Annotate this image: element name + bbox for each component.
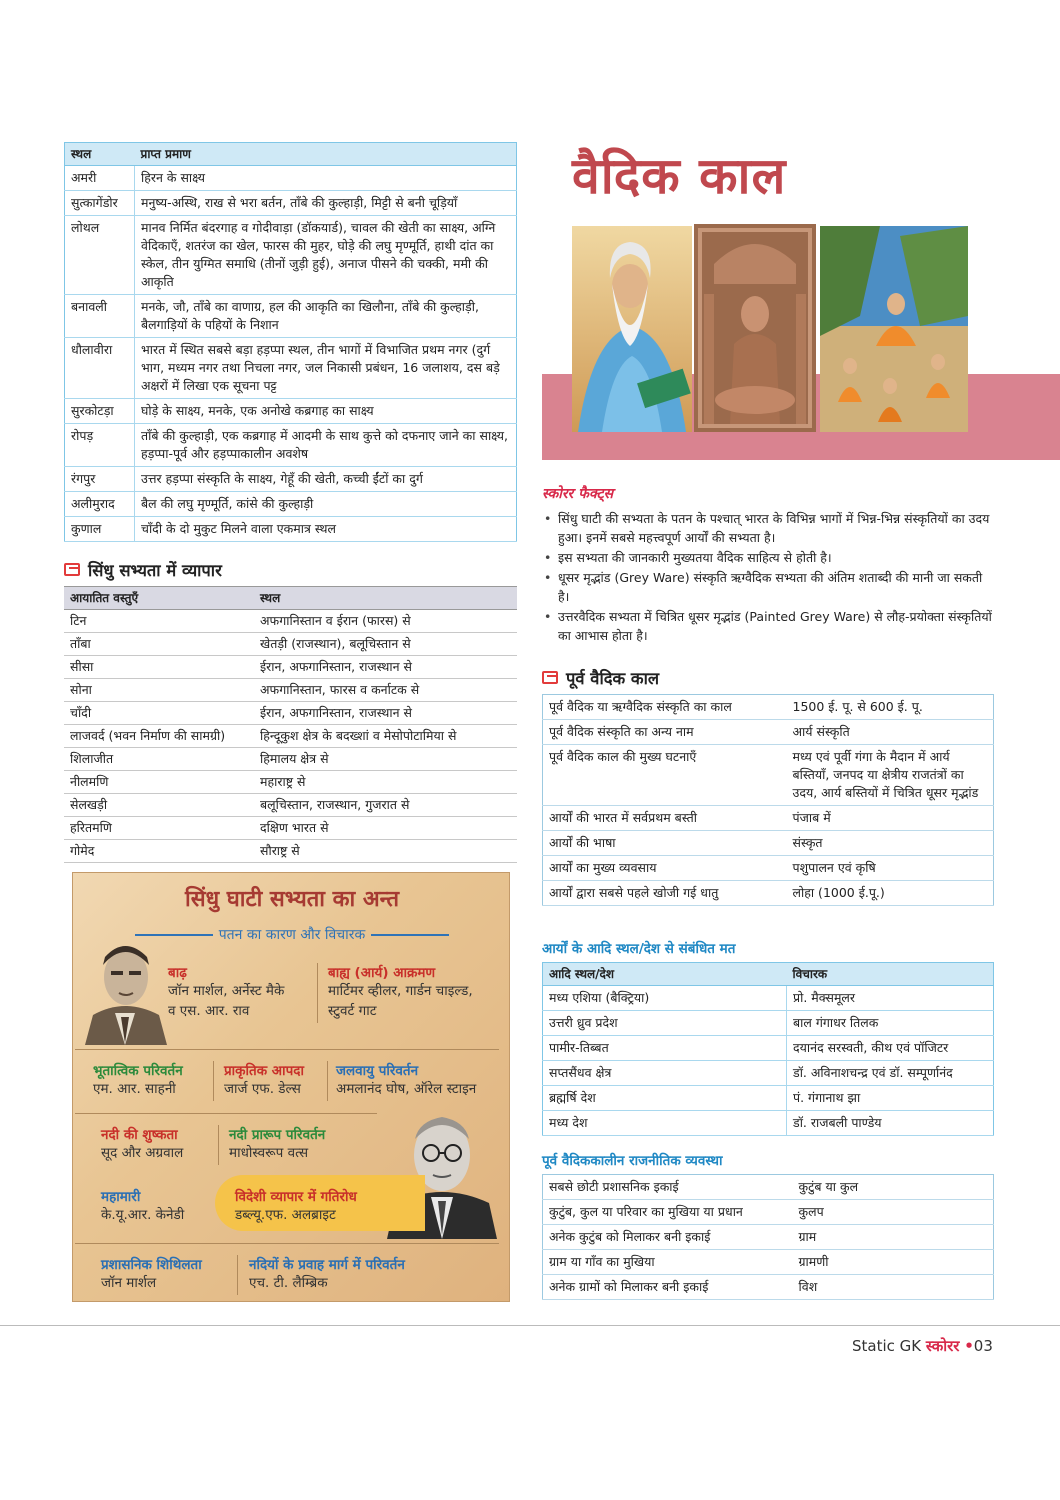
origin-row-key: पामीर-तिब्बत bbox=[543, 1036, 787, 1061]
trade-row-key: हरितमणि bbox=[64, 817, 254, 840]
early-vedic-row-value: 1500 ई. पू. से 600 ई. पू. bbox=[787, 695, 994, 720]
early-vedic-row-value: संस्कृत bbox=[787, 831, 994, 856]
origin-header-place: आदि स्थल/देश bbox=[543, 963, 787, 986]
cause-thinker: एच. टी. लैम्ब्रिक bbox=[249, 1275, 328, 1291]
trade-row-value: हिमालय क्षेत्र से bbox=[254, 748, 517, 771]
polity-row-value: कुलप bbox=[793, 1200, 994, 1225]
divider bbox=[327, 1061, 328, 1101]
cause-thinker: जार्ज एफ. डेल्स bbox=[224, 1081, 301, 1097]
site-row-key: रंगपुर bbox=[65, 467, 135, 492]
site-row-key: बनावली bbox=[65, 295, 135, 338]
infographic-subtitle-row bbox=[135, 925, 449, 944]
trade-row-value: बलूचिस्तान, राजस्थान, गुजरात से bbox=[254, 794, 517, 817]
trade-heading bbox=[64, 558, 222, 581]
origin-row-key: मध्य देश bbox=[543, 1111, 787, 1136]
cause-geological bbox=[93, 1061, 183, 1099]
origin-row bbox=[543, 1061, 994, 1086]
early-vedic-heading-text: पूर्व वैदिक काल bbox=[566, 669, 660, 688]
footer-prefix: Static GK bbox=[852, 1337, 926, 1355]
cause-label: नदियों के प्रवाह मार्ग में परिवर्तन bbox=[249, 1257, 405, 1273]
deity-carving bbox=[694, 224, 816, 432]
cause-label: प्राकृतिक आपदा bbox=[224, 1063, 304, 1079]
origin-row-value: पं. गंगानाथ झा bbox=[787, 1086, 994, 1111]
site-row-value: मनके, जौ, ताँबे का वाणाग्र, हल की आकृति का खिलौना, ताँबे की कुल्हाड़ी, बैलगाड़ियों के पहियों के निशान bbox=[135, 295, 517, 338]
trade-row-key: शिलाजीत bbox=[64, 748, 254, 771]
divider bbox=[317, 963, 318, 1023]
polity-heading: पूर्व वैदिककालीन राजनीतिक व्यवस्था bbox=[542, 1153, 723, 1169]
early-vedic-row-value: पशुपालन एवं कृषि bbox=[787, 856, 994, 881]
cause-thinker: मार्टिमर व्हीलर, गार्डन चाइल्ड, bbox=[328, 983, 473, 999]
origin-table-wrap bbox=[542, 962, 994, 1136]
early-vedic-row-value: लोहा (1000 ई.पू.) bbox=[787, 881, 994, 906]
trade-row bbox=[64, 771, 517, 794]
trade-row-key: चाँदी bbox=[64, 702, 254, 725]
origin-heading: आर्यों के आदि स्थल/देश से संबंधित मत bbox=[542, 941, 736, 957]
footer-bullet: • bbox=[964, 1337, 974, 1355]
cause-label: विदेशी व्यापार में गतिरोध bbox=[235, 1189, 357, 1205]
trade-row bbox=[64, 840, 517, 863]
cause-river-drying bbox=[101, 1125, 183, 1163]
site-row-value: हिरन के साक्ष्य bbox=[135, 166, 517, 191]
origin-row-value: दयानंद सरस्वती, कीथ एवं पॉजिटर bbox=[787, 1036, 994, 1061]
trade-row-key: सीसा bbox=[64, 656, 254, 679]
cause-thinker: अमलानंद घोष, ऑरेल स्टाइन bbox=[336, 1081, 477, 1097]
site-row bbox=[65, 216, 517, 295]
trade-row-key: सेलखड़ी bbox=[64, 794, 254, 817]
trade-table-wrap bbox=[64, 586, 517, 863]
trade-row-value: सौराष्ट्र से bbox=[254, 840, 517, 863]
trade-row-key: गोमेद bbox=[64, 840, 254, 863]
early-vedic-row-key: पूर्व वैदिक या ऋग्वैदिक संस्कृति का काल bbox=[543, 695, 787, 720]
divider bbox=[75, 1113, 377, 1114]
site-row bbox=[65, 399, 517, 424]
early-vedic-row-key: आर्यों का मुख्य व्यवसाय bbox=[543, 856, 787, 881]
cause-trade-stagnation bbox=[235, 1187, 357, 1225]
trade-row bbox=[64, 817, 517, 840]
early-vedic-row bbox=[543, 856, 994, 881]
sites-table-wrap bbox=[64, 142, 517, 542]
subtitle-rule-right bbox=[371, 934, 449, 936]
cause-climate bbox=[336, 1061, 476, 1099]
early-vedic-row bbox=[543, 720, 994, 745]
trade-row-key: सोना bbox=[64, 679, 254, 702]
trade-row-value: ईरान, अफगानिस्तान, राजस्थान से bbox=[254, 702, 517, 725]
early-vedic-row bbox=[543, 695, 994, 720]
cause-thinker: जॉन मार्शल, अर्नेस्ट मैके bbox=[168, 983, 285, 999]
site-row bbox=[65, 338, 517, 399]
site-row-key: अलीमुराद bbox=[65, 492, 135, 517]
origin-table bbox=[542, 962, 994, 1136]
sites-header-site: स्थल bbox=[65, 143, 135, 166]
cause-river-pattern bbox=[229, 1125, 325, 1163]
origin-row-value: डॉ. राजबली पाण्डेय bbox=[787, 1111, 994, 1136]
site-row-key: सुत्कागेंडोर bbox=[65, 191, 135, 216]
trade-row-key: ताँबा bbox=[64, 633, 254, 656]
early-vedic-row bbox=[543, 831, 994, 856]
trade-row-value: दक्षिण भारत से bbox=[254, 817, 517, 840]
origin-row-value: बाल गंगाधर तिलक bbox=[787, 1011, 994, 1036]
origin-row-key: मध्य एशिया (बैक्ट्रिया) bbox=[543, 986, 787, 1011]
cause-natural-disaster bbox=[224, 1061, 304, 1099]
site-row bbox=[65, 467, 517, 492]
trade-row bbox=[64, 679, 517, 702]
early-vedic-row bbox=[543, 881, 994, 906]
cause-thinker: माधोस्वरूप वत्स bbox=[229, 1145, 309, 1161]
trade-row-value: अफगानिस्तान, फारस व कर्नाटक से bbox=[254, 679, 517, 702]
trade-row bbox=[64, 794, 517, 817]
trade-row-value: अफगानिस्तान व ईरान (फारस) से bbox=[254, 610, 517, 633]
site-row-value: भारत में स्थित सबसे बड़ा हड़प्पा स्थल, तीन भागों में विभाजित प्रथम नगर (दुर्ग भाग, मध्यम नगर तथा निचला नगर, जल निकासी प्रबंधन, 16 जलाशय, दस बड़े अक्षरों में लिखा एक सूचना पट्ट bbox=[135, 338, 517, 399]
site-row bbox=[65, 517, 517, 542]
origin-row-key: ब्रह्मर्षि देश bbox=[543, 1086, 787, 1111]
origin-header-thinker: विचारक bbox=[787, 963, 994, 986]
polity-row bbox=[543, 1225, 994, 1250]
site-row bbox=[65, 295, 517, 338]
origin-row bbox=[543, 1036, 994, 1061]
cause-thinker: व एस. आर. राव bbox=[168, 1003, 250, 1019]
cause-label: नदी प्रारूप परिवर्तन bbox=[229, 1127, 326, 1143]
early-vedic-row-key: पूर्व वैदिक संस्कृति का अन्य नाम bbox=[543, 720, 787, 745]
footer-brand: स्कोरर bbox=[925, 1337, 960, 1355]
fact-item: • धूसर मृद्भांड (Grey Ware) संस्कृति ऋग्वैदिक सभ्यता की अंतिम शताब्दी की मानी जा सकती है। bbox=[542, 568, 992, 606]
trade-row bbox=[64, 656, 517, 679]
cause-invasion bbox=[328, 963, 473, 1021]
polity-row-value: कुटुंब या कुल bbox=[793, 1175, 994, 1200]
page-number: 03 bbox=[973, 1337, 993, 1355]
site-row-value: मनुष्य-अस्थि, राख से भरा बर्तन, ताँबे की कुल्हाड़ी, मिट्टी से बनी चूड़ियाँ bbox=[135, 191, 517, 216]
trade-row-value: ईरान, अफगानिस्तान, राजस्थान से bbox=[254, 656, 517, 679]
polity-row-key: कुटुंब, कुल या परिवार का मुखिया या प्रधान bbox=[543, 1200, 793, 1225]
divider bbox=[75, 1243, 499, 1244]
section-icon bbox=[542, 671, 558, 684]
trade-row bbox=[64, 610, 517, 633]
trade-table bbox=[64, 586, 517, 863]
cause-label: जलवायु परिवर्तन bbox=[336, 1063, 419, 1079]
early-vedic-table-wrap bbox=[542, 694, 994, 906]
fact-item: • इस सभ्यता की जानकारी मुख्यतया वैदिक साहित्य से होती है। bbox=[542, 548, 992, 567]
trade-row-key: टिन bbox=[64, 610, 254, 633]
origin-row bbox=[543, 1111, 994, 1136]
section-icon bbox=[64, 563, 80, 576]
facts-list bbox=[542, 509, 992, 645]
sites-header-evidence: प्राप्त प्रमाण bbox=[135, 143, 517, 166]
origin-row-key: सप्तसैंधव क्षेत्र bbox=[543, 1061, 787, 1086]
polity-row-key: सबसे छोटी प्रशासनिक इकाई bbox=[543, 1175, 793, 1200]
cause-admin-laxity bbox=[101, 1255, 202, 1293]
polity-row-value: विश bbox=[793, 1275, 994, 1300]
sage-illustration bbox=[572, 226, 692, 432]
polity-row bbox=[543, 1200, 994, 1225]
divider bbox=[218, 1125, 219, 1165]
polity-row bbox=[543, 1175, 994, 1200]
cause-thinker: स्टुवर्ट गाट bbox=[328, 1003, 377, 1019]
site-row-key: लोथल bbox=[65, 216, 135, 295]
trade-header-place: स्थल bbox=[254, 587, 517, 610]
portrait-marshall bbox=[75, 935, 177, 1045]
fact-item: • उत्तरवैदिक सभ्यता में चित्रित धूसर मृद्भांड (Painted Grey Ware) से लौह-प्रयोक्ता संस्कृतियों का आभास होता है। bbox=[542, 607, 992, 645]
site-row-key: रोपड़ bbox=[65, 424, 135, 467]
cause-label: भूतात्विक परिवर्तन bbox=[93, 1063, 183, 1079]
cause-thinker: डब्ल्यू.एफ. अलब्राइट bbox=[235, 1207, 336, 1223]
trade-row-value: हिन्दूकुश क्षेत्र के बदख्शां व मेसोपोटामिया से bbox=[254, 725, 517, 748]
early-vedic-row-key: आर्यों की भारत में सर्वप्रथम बस्ती bbox=[543, 806, 787, 831]
trade-row bbox=[64, 702, 517, 725]
site-row-key: अमरी bbox=[65, 166, 135, 191]
polity-table-wrap bbox=[542, 1174, 994, 1300]
trade-row bbox=[64, 633, 517, 656]
site-row bbox=[65, 166, 517, 191]
divider bbox=[213, 1061, 214, 1101]
site-row-value: मानव निर्मित बंदरगाह व गोदीवाड़ा (डॉकयार्ड), चावल की खेती का साक्ष्य, अग्नि वेदिकाएँ, शतरंज का खेल, फारस की मुहर, घोड़े की लघु मृण्मूर्ति, हाथी दांत का स्केल, तीन युग्मित समाधि (तीनों जुड़ी हुई), अनाज पीसने की चक्की, ममी की आकृति bbox=[135, 216, 517, 295]
early-vedic-row-key: पूर्व वैदिक काल की मुख्य घटनाएँ bbox=[543, 745, 787, 806]
page-title: वैदिक काल bbox=[572, 146, 787, 205]
site-row-key: सुरकोटड़ा bbox=[65, 399, 135, 424]
trade-row bbox=[64, 748, 517, 771]
site-row-key: कुणाल bbox=[65, 517, 135, 542]
footer bbox=[852, 1336, 993, 1356]
early-vedic-table bbox=[542, 694, 994, 906]
cause-label: बाढ़ bbox=[168, 965, 187, 981]
origin-row bbox=[543, 986, 994, 1011]
guru-disciples-illustration bbox=[820, 226, 968, 432]
cause-label: प्रशासनिक शिथिलता bbox=[101, 1257, 202, 1273]
cause-label: बाह्य (आर्य) आक्रमण bbox=[328, 965, 436, 981]
early-vedic-heading bbox=[542, 666, 659, 689]
site-row-value: उत्तर हड़प्पा संस्कृति के साक्ष्य, गेहूँ की खेती, कच्ची ईंटों का दुर्ग bbox=[135, 467, 517, 492]
early-vedic-row-key: आर्यों द्वारा सबसे पहले खोजी गई धातु bbox=[543, 881, 787, 906]
early-vedic-row-key: आर्यों की भाषा bbox=[543, 831, 787, 856]
cause-thinker: जॉन मार्शल bbox=[101, 1275, 157, 1291]
site-row-key: धौलावीरा bbox=[65, 338, 135, 399]
infographic-subtitle: पतन का कारण और विचारक bbox=[218, 927, 366, 943]
cause-flood bbox=[168, 963, 284, 1021]
polity-row-value: ग्रामणी bbox=[793, 1250, 994, 1275]
polity-table bbox=[542, 1174, 994, 1300]
cause-label: महामारी bbox=[101, 1189, 141, 1205]
trade-heading-text: सिंधु सभ्यता में व्यापार bbox=[88, 561, 222, 580]
trade-row-key: नीलमणि bbox=[64, 771, 254, 794]
early-vedic-row bbox=[543, 806, 994, 831]
sites-table bbox=[64, 142, 517, 542]
polity-row-value: ग्राम bbox=[793, 1225, 994, 1250]
site-row bbox=[65, 191, 517, 216]
site-row-value: चाँदी के दो मुकुट मिलने वाला एकमात्र स्थल bbox=[135, 517, 517, 542]
trade-row-key: लाजवर्द (भवन निर्माण की सामग्री) bbox=[64, 725, 254, 748]
infographic-title: सिंधु घाटी सभ्यता का अन्त bbox=[185, 886, 399, 912]
site-row-value: बैल की लघु मृण्मूर्ति, कांसे की कुल्हाड़ी bbox=[135, 492, 517, 517]
trade-row-value: महाराष्ट्र से bbox=[254, 771, 517, 794]
polity-row bbox=[543, 1250, 994, 1275]
origin-row-value: डॉ. अविनाशचन्द्र एवं डॉ. सम्पूर्णानंद bbox=[787, 1061, 994, 1086]
site-row bbox=[65, 492, 517, 517]
polity-row-key: ग्राम या गाँव का मुखिया bbox=[543, 1250, 793, 1275]
decline-infographic bbox=[72, 872, 510, 1302]
origin-row bbox=[543, 1011, 994, 1036]
origin-row-value: प्रो. मैक्समूलर bbox=[787, 986, 994, 1011]
cause-river-course bbox=[249, 1255, 405, 1293]
scorer-facts bbox=[542, 484, 992, 646]
divider bbox=[75, 1049, 499, 1050]
origin-row bbox=[543, 1086, 994, 1111]
polity-row-key: अनेक ग्रामों को मिलाकर बनी इकाई bbox=[543, 1275, 793, 1300]
early-vedic-row-value: मध्य एवं पूर्वी गंगा के मैदान में आर्य बस्तियाँ, जनपद या क्षेत्रीय राजतंत्रों का उदय, आर्य बस्तियों में चित्रित धूसर मृद्भांड bbox=[787, 745, 994, 806]
facts-title: स्कोरर फैक्ट्स bbox=[542, 486, 614, 502]
site-row bbox=[65, 424, 517, 467]
cause-label: नदी की शुष्कता bbox=[101, 1127, 178, 1143]
fact-item: • सिंधु घाटी की सभ्यता के पतन के पश्चात् भारत के विभिन्न भागों में भिन्न-भिन्न संस्कृतियों का उदय हुआ। इनमें सबसे महत्त्वपूर्ण आर्यों की सभ्यता है। bbox=[542, 509, 992, 547]
early-vedic-row bbox=[543, 745, 994, 806]
trade-row bbox=[64, 725, 517, 748]
polity-row bbox=[543, 1275, 994, 1300]
trade-row-value: खेतड़ी (राजस्थान), बलूचिस्तान से bbox=[254, 633, 517, 656]
footer-rule bbox=[0, 1325, 1060, 1326]
site-row-value: घोड़े के साक्ष्य, मनके, एक अनोखे कब्रगाह का साक्ष्य bbox=[135, 399, 517, 424]
polity-row-key: अनेक कुटुंब को मिलाकर बनी इकाई bbox=[543, 1225, 793, 1250]
trade-header-goods: आयातित वस्तुएँ bbox=[64, 587, 254, 610]
site-row-value: ताँबे की कुल्हाड़ी, एक कब्रगाह में आदमी के साथ कुत्ते को दफनाए जाने का साक्ष्य, हड़प्पा-पूर्व और हड़प्पाकालीन अवशेष bbox=[135, 424, 517, 467]
divider bbox=[237, 1255, 238, 1295]
early-vedic-row-value: पंजाब में bbox=[787, 806, 994, 831]
cause-epidemic bbox=[101, 1187, 184, 1225]
origin-row-key: उत्तरी ध्रुव प्रदेश bbox=[543, 1011, 787, 1036]
cause-thinker: के.यू.आर. केनेडी bbox=[101, 1207, 185, 1223]
early-vedic-row-value: आर्य संस्कृति bbox=[787, 720, 994, 745]
cause-thinker: सूद और अग्रवाल bbox=[101, 1145, 184, 1161]
cause-thinker: एम. आर. साहनी bbox=[93, 1081, 176, 1097]
